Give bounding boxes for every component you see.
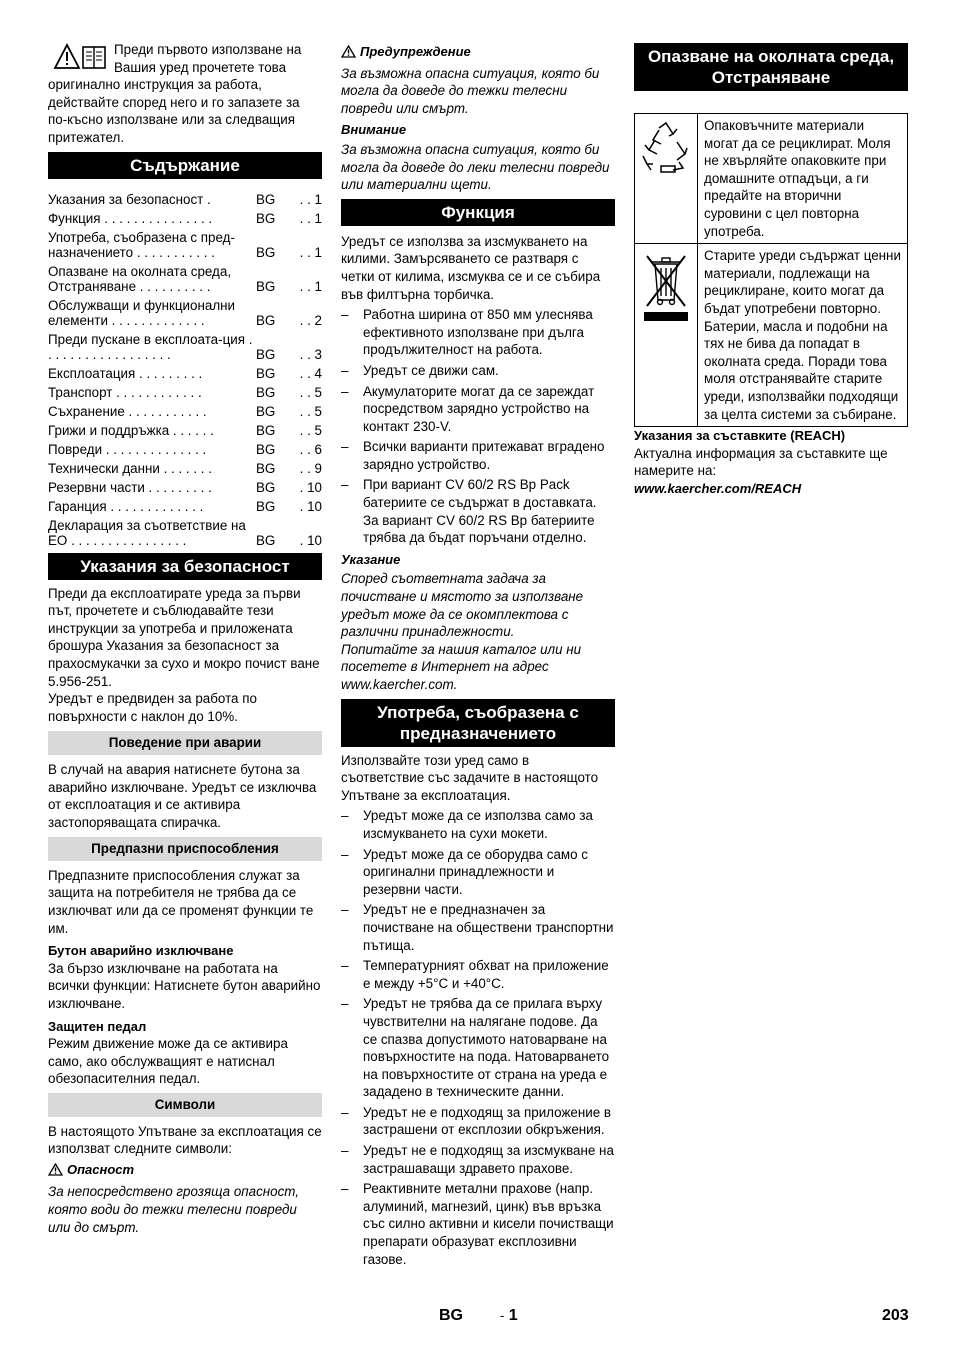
column-right: [634, 40, 908, 497]
toc-row[interactable]: [48, 479, 322, 498]
estop-heading: Бутон аварийно изключване: [48, 943, 234, 959]
function-list: [341, 306, 615, 547]
toc-entry-lang: BG: [256, 312, 276, 328]
function-heading: Функция: [341, 199, 615, 226]
warning-heading: [341, 43, 615, 63]
column-middle: [341, 40, 615, 1268]
toc-entry-label: Опазване на околната среда, Отстраняване . . . . . . . . . .: [48, 263, 232, 294]
toc-row[interactable]: [48, 297, 322, 331]
caution-heading: Внимание: [341, 122, 407, 138]
list-item: – Всички варианти притежават вградено зарядно устройство.: [341, 438, 615, 473]
toc-entry-label: Транспорт . . . . . . . . . . . .: [48, 384, 202, 400]
note-text-1: Според съответната задача за почистване и мястото за използване уредът може да се окомплектова с различни принадлежности.: [341, 571, 584, 640]
toc-entry-page: . 10: [299, 532, 322, 548]
toc-entry-page: . . 1: [299, 191, 322, 207]
safety-p2: Уредът е предвиден за работа по повърхности с наклон до 10%.: [48, 691, 257, 724]
reach-link[interactable]: www.kaercher.com/REACH: [634, 480, 802, 496]
toc-entry-label: Повреди . . . . . . . . . . . . . .: [48, 441, 207, 457]
footer-lang: BG: [439, 1307, 463, 1324]
use-text: Използвайте този уред само в съответствие със задачите в настоящото Упътване за експлоатация.: [341, 752, 599, 803]
toc-heading: Съдържание: [48, 152, 322, 179]
toc-entry-lang: BG: [256, 460, 276, 476]
toc-entry-lang: BG: [256, 191, 276, 207]
toc-entry-lang: BG: [256, 422, 276, 438]
warning-icon: [48, 1163, 63, 1181]
list-item: – При вариант CV 60/2 RS Bp Pack батериите се съдържат в доставката. За вариант CV 60/2 RS Bp батериите трябва да бъдат поръчани отделно.: [341, 476, 615, 546]
protect-heading: Предпазни приспособления: [48, 837, 322, 861]
toc-entry-page: . . 4: [299, 365, 322, 381]
toc-entry-lang: BG: [256, 403, 276, 419]
emergency-heading: Поведение при аварии: [48, 731, 322, 755]
toc-entry-label: Преди пускане в експлоата-ция . . . . . . . . . . . . . . . . . .: [48, 331, 253, 362]
toc-row[interactable]: [48, 498, 322, 517]
pedal-text: Режим движение може да се активира само, ако обслужващият е натиснал обезопасителния педал.: [48, 1036, 288, 1087]
reach-text: Актуална информация за съставките ще намерите на:: [634, 445, 888, 479]
toc-entry-page: . . 6: [299, 441, 322, 457]
toc-row[interactable]: [48, 403, 322, 422]
toc-entry-lang: BG: [256, 479, 276, 495]
footer-page-num: 1: [508, 1307, 518, 1324]
list-item: – Уредът се движи сам.: [341, 362, 615, 380]
danger-text: За непосредствено грозяща опасност, която води до тежки телесни повреди или до смърт.: [48, 1184, 300, 1235]
toc-entry-page: . . 3: [299, 346, 322, 362]
toc-entry-page: . . 5: [299, 422, 322, 438]
list-item: – Уредът не е подходящ за приложение в застрашени от експлозии обкръжения.: [341, 1104, 615, 1139]
warning-manual-icon: [54, 43, 108, 71]
toc-entry-lang: BG: [256, 346, 276, 362]
toc-row[interactable]: [48, 210, 322, 229]
warning-icon: [341, 45, 356, 63]
list-item: – Уредът не е предназначен за почистване на обществени транспортни пътища.: [341, 901, 615, 954]
warning-title: Предупреждение: [360, 44, 471, 59]
toc-row[interactable]: [48, 384, 322, 403]
toc-row[interactable]: [48, 263, 322, 297]
footer-page-total: 203: [882, 1307, 909, 1324]
danger-heading: [48, 1161, 322, 1181]
toc-row[interactable]: [48, 422, 322, 441]
toc-table: [48, 191, 322, 551]
intro-text: Преди първото използване на Вашия уред прочетете това оригинално инструкция за работа, действайте според него и го запазете за по-късно използване или за следващия притежател.: [48, 42, 302, 145]
toc-row[interactable]: [48, 229, 322, 263]
column-left: [48, 40, 322, 1236]
toc-entry-page: . . 5: [299, 384, 322, 400]
safety-heading: Указания за безопасност: [48, 553, 322, 580]
list-item: – Уредът не е подходящ за изсмукване на застрашаващи здравето прахове.: [341, 1142, 615, 1177]
list-item: – Температурният обхват на приложение е между +5°C и +40°C.: [341, 957, 615, 992]
footer-page: [500, 1307, 518, 1325]
list-item: – Реактивните метални прахове (напр. алуминий, магнезий, цинк) във връзка със силно активни и кисели почистващи препарати образуват експлозивни газове.: [341, 1180, 615, 1268]
toc-entry-lang: BG: [256, 441, 276, 457]
note-text-2: Попитайте за нашия каталог или ни посетете в Интернет на адрес www.kaercher.com.: [341, 641, 582, 692]
toc-entry-label: Резервни части . . . . . . . . .: [48, 479, 212, 495]
toc-entry-label: Технически данни . . . . . . .: [48, 460, 212, 476]
toc-entry-label: Функция . . . . . . . . . . . . . . .: [48, 210, 213, 226]
toc-entry-label: Обслужващи и функционални елементи . . . . . . . . . . . . .: [48, 297, 236, 328]
toc-entry-lang: BG: [256, 210, 276, 226]
caution-text: За възможна опасна ситуация, която би могла да доведе до леки телесни повреди или материални щети.: [341, 141, 610, 193]
toc-row[interactable]: [48, 365, 322, 384]
toc-entry-label: Съхранение . . . . . . . . . . .: [48, 403, 207, 419]
toc-entry-label: Употреба, съобразена с пред-назначението . . . . . . . . . . .: [48, 229, 235, 260]
list-item: – Акумулаторите могат да се зареждат посредством зарядно устройство на контакт 230-V.: [341, 383, 615, 436]
toc-entry-lang: BG: [256, 278, 276, 294]
toc-entry-page: . . 1: [299, 210, 322, 226]
pedal-heading: Защитен педал: [48, 1018, 147, 1034]
footer-page-prefix: -: [500, 1308, 505, 1323]
toc-entry-lang: BG: [256, 498, 276, 514]
emergency-text: В случай на авария натиснете бутона за аварийно изключване. Уредът се изключва от експлоатация и се активира застопоряващата спирачка.: [48, 761, 317, 830]
crossed-bin-icon: [641, 314, 691, 329]
toc-row[interactable]: [48, 441, 322, 460]
toc-entry-page: . . 2: [299, 312, 322, 328]
use-heading: Употреба, съобразена с предназначението: [341, 699, 615, 747]
toc-entry-label: Декларация за съответствие на ЕО . . . . . . . . . . . . . . . .: [48, 517, 246, 548]
symbols-heading: Символи: [48, 1093, 322, 1117]
danger-title: Опасност: [67, 1161, 135, 1177]
list-item: – Уредът може да се използва само за изсмукването на сухи мокети.: [341, 807, 615, 842]
toc-entry-page: . 10: [299, 498, 322, 514]
reach-heading: Указания за съставките (REACH): [634, 428, 846, 444]
weee-text: Старите уреди съдържат ценни материали, подлежащи на рециклиране, които могат да бъдат употребени повторно. Батерии, масла и подобни на тях не бива да попадат в околната среда. Поради това моля отстранявайте старите уреди, използвайки подходящи за целта системи за събиране.: [698, 244, 908, 427]
toc-row[interactable]: [48, 517, 322, 551]
toc-entry-label: Гаранция . . . . . . . . . . . . .: [48, 498, 204, 514]
env-heading: Опазване на околната среда, Отстраняване: [634, 43, 908, 91]
toc-entry-page: . 10: [299, 479, 322, 495]
toc-entry-label: Експлоатация . . . . . . . . .: [48, 365, 203, 381]
list-item: – Уредът може да се оборудва само с оригинални принадлежности и резервни части.: [341, 846, 615, 899]
note-heading: Указание: [341, 551, 401, 567]
toc-entry-label: Грижи и поддръжка . . . . . .: [48, 422, 214, 438]
toc-row[interactable]: [48, 460, 322, 479]
toc-entry-page: . . 1: [299, 278, 322, 294]
toc-entry-lang: BG: [256, 532, 276, 548]
recycle-text: Опаковъчните материали могат да се рециклират. Моля не хвърляйте опаковките при домашните отпадъци, а ги предайте на вторични суровини с цел повторна употреба.: [698, 114, 908, 244]
toc-entry-lang: BG: [256, 244, 276, 260]
toc-entry-page: . . 5: [299, 403, 322, 419]
safety-p1: Преди да експлоатирате уреда за първи път, прочетете и съблюдавайте тези инструкции за употреба и приложената брошура Указания за безопасност за прахосмукачки за сухо и мокро почист ване 5.956-251.: [48, 585, 320, 689]
env-table: [634, 113, 908, 427]
toc-entry-lang: BG: [256, 384, 276, 400]
protect-text: Предпазните приспособления служат за защита на потребителя не трябва да се изключват или да се променят функции те им.: [48, 867, 314, 936]
toc-row[interactable]: [48, 191, 322, 210]
list-item: – Уредът не трябва да се прилага върху чувствителни на налягане подове. Да се спазва допустимото натоварване на повърхностите на пода. Натоварването на повърхностите от страна на уреда е зададено в техническите данни.: [341, 995, 615, 1101]
symbols-text: В настоящото Упътване за експлоатация се използват следните символи:: [48, 1123, 322, 1157]
recycle-icon: [639, 164, 693, 179]
function-text: Уредът се използва за изсмукването на килими. Замърсяването се разтваря с четки от килима, изсмуква се и се събира във филтърна торбичка.: [341, 233, 601, 302]
estop-text: За бързо изключване на работата на всички функции: Натиснете бутон аварийно изключване.: [48, 960, 321, 1012]
use-list: [341, 807, 615, 1268]
toc-entry-lang: BG: [256, 365, 276, 381]
toc-row[interactable]: [48, 331, 322, 365]
toc-entry-page: . . 9: [299, 460, 322, 476]
toc-entry-page: . . 1: [299, 244, 322, 260]
intro-block: [48, 41, 322, 147]
warning-text: За възможна опасна ситуация, която би могла да доведе до тежки телесни повреди или смърт.: [341, 65, 600, 116]
list-item: – Работна ширина от 850 мм улеснява ефективното използване при дълга продължителност на работа.: [341, 306, 615, 359]
toc-entry-label: Указания за безопасност .: [48, 191, 211, 207]
